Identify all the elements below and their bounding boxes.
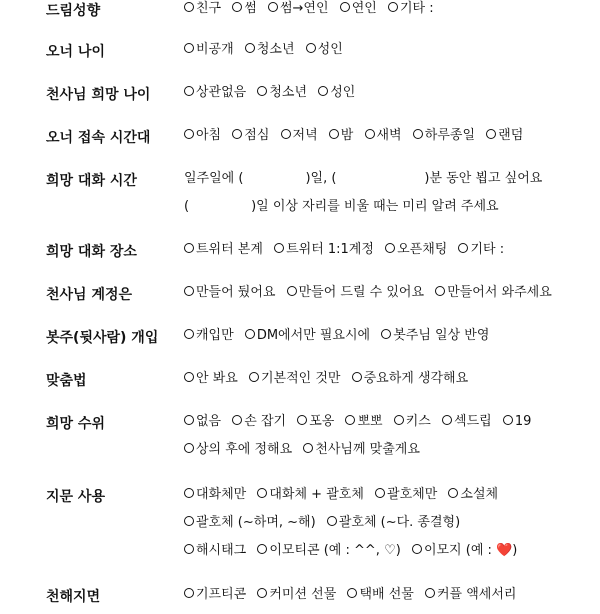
radio-circle-icon[interactable]	[257, 544, 267, 554]
radio-circle-icon[interactable]	[184, 329, 194, 339]
option-line	[184, 413, 594, 441]
radio-circle-icon[interactable]	[184, 588, 194, 598]
option[interactable]: 청소년	[257, 85, 307, 100]
option[interactable]: DM에서만 필요시에	[245, 328, 370, 343]
option[interactable]: 뽀뽀	[345, 414, 382, 429]
text-line: 일주일에 ( )일, ( )분 동안 뵙고 싶어요	[184, 171, 543, 186]
option[interactable]: 천사님께 맞출게요	[303, 442, 420, 457]
row-label: 오너 접속 시간대	[46, 130, 151, 146]
option[interactable]: 이모티콘 (예 : ^^, ♡)	[257, 543, 400, 558]
option-line	[184, 241, 594, 269]
radio-circle-icon[interactable]	[448, 488, 458, 498]
option[interactable]: 포옹	[297, 414, 334, 429]
option[interactable]: 하루종일	[413, 128, 475, 143]
radio-circle-icon[interactable]	[394, 415, 404, 425]
radio-circle-icon[interactable]	[365, 129, 375, 139]
row-label: 오너 나이	[46, 44, 105, 60]
option[interactable]: 괄호체 (~다. 종결형)	[327, 515, 460, 530]
radio-circle-icon[interactable]	[245, 43, 255, 53]
option[interactable]: 기타 :	[458, 242, 504, 257]
radio-circle-icon[interactable]	[257, 588, 267, 598]
radio-circle-icon[interactable]	[352, 372, 362, 382]
radio-circle-icon[interactable]	[184, 488, 194, 498]
option[interactable]: 썸→연인	[268, 1, 329, 16]
radio-circle-icon[interactable]	[385, 243, 395, 253]
option-line	[184, 284, 594, 312]
radio-circle-icon[interactable]	[257, 86, 267, 96]
option-line	[184, 127, 594, 155]
radio-circle-icon[interactable]	[297, 415, 307, 425]
row-label: 희망 대화 장소	[46, 244, 137, 260]
radio-circle-icon[interactable]	[458, 243, 468, 253]
radio-circle-icon[interactable]	[184, 129, 194, 139]
option[interactable]: 트위터 1:1계정	[274, 242, 374, 257]
option[interactable]: 오픈채팅	[385, 242, 447, 257]
row-label: 지문 사용	[46, 489, 105, 505]
option[interactable]: 썸	[232, 1, 257, 16]
radio-circle-icon[interactable]	[232, 415, 242, 425]
radio-circle-icon[interactable]	[281, 129, 291, 139]
option[interactable]: 섹드립	[442, 414, 492, 429]
option[interactable]: 해시태그	[184, 543, 246, 558]
option-line	[184, 586, 594, 614]
option[interactable]: 밤	[329, 128, 354, 143]
option[interactable]: 만들어 드릴 수 있어요	[287, 285, 424, 300]
option[interactable]: 안 봐요	[184, 371, 238, 386]
option[interactable]: 대화체만	[184, 487, 246, 502]
radio-circle-icon[interactable]	[184, 443, 194, 453]
option[interactable]: 19	[503, 414, 532, 429]
option[interactable]: 커미션 선물	[257, 587, 336, 602]
radio-circle-icon[interactable]	[184, 86, 194, 96]
row-label: 맞춤법	[46, 373, 87, 389]
option[interactable]: 트위터 본계	[184, 242, 263, 257]
option[interactable]: 상관없음	[184, 85, 246, 100]
option[interactable]: 이모지 (예 : ❤️)	[412, 543, 517, 558]
option[interactable]: 기타 :	[388, 1, 434, 16]
radio-circle-icon[interactable]	[184, 415, 194, 425]
option-line	[184, 41, 594, 69]
option-line	[184, 84, 594, 112]
option[interactable]: 커플 액세서리	[425, 587, 516, 602]
radio-circle-icon[interactable]	[345, 415, 355, 425]
radio-circle-icon[interactable]	[318, 86, 328, 96]
option-line	[184, 514, 594, 542]
option[interactable]: 키스	[394, 414, 431, 429]
option[interactable]: 괄호체만	[375, 487, 437, 502]
option[interactable]: 연인	[340, 1, 377, 16]
row-label: 희망 수위	[46, 416, 105, 432]
radio-circle-icon[interactable]	[249, 372, 259, 382]
radio-circle-icon[interactable]	[257, 488, 267, 498]
option[interactable]: 상의 후에 정해요	[184, 442, 292, 457]
option[interactable]: 청소년	[245, 42, 295, 57]
option[interactable]: 만들어서 와주세요	[435, 285, 552, 300]
option[interactable]: 새벽	[365, 128, 402, 143]
option[interactable]: 점심	[232, 128, 269, 143]
radio-circle-icon[interactable]	[388, 2, 398, 12]
radio-circle-icon[interactable]	[425, 588, 435, 598]
radio-circle-icon[interactable]	[347, 588, 357, 598]
option[interactable]: 대화체 + 괄호체	[257, 487, 364, 502]
option[interactable]: 아침	[184, 128, 221, 143]
radio-circle-icon[interactable]	[274, 243, 284, 253]
row-label: 천사님 희망 나이	[46, 87, 151, 103]
option[interactable]: 친구	[184, 1, 221, 16]
radio-circle-icon[interactable]	[232, 2, 242, 12]
option-line	[184, 370, 594, 398]
option[interactable]: 괄호체 (~하며, ~해)	[184, 515, 316, 530]
option-line	[184, 441, 594, 469]
radio-circle-icon[interactable]	[287, 286, 297, 296]
option-line	[184, 486, 594, 514]
radio-circle-icon[interactable]	[340, 2, 350, 12]
option[interactable]: 비공개	[184, 42, 234, 57]
radio-circle-icon[interactable]	[232, 129, 242, 139]
radio-circle-icon[interactable]	[245, 329, 255, 339]
radio-circle-icon[interactable]	[442, 415, 452, 425]
radio-circle-icon[interactable]	[327, 516, 337, 526]
option-line	[184, 542, 594, 570]
row-label: 드림성향	[46, 3, 101, 19]
radio-circle-icon[interactable]	[375, 488, 385, 498]
radio-circle-icon[interactable]	[435, 286, 445, 296]
row-label: 희망 대화 시간	[46, 173, 137, 189]
option[interactable]: 중요하게 생각해요	[352, 371, 469, 386]
option[interactable]: 손 잡기	[232, 414, 286, 429]
option[interactable]: 기본적인 것만	[249, 371, 340, 386]
option[interactable]: 저녁	[281, 128, 318, 143]
option[interactable]: 봇주님 일상 반영	[381, 328, 489, 343]
radio-circle-icon[interactable]	[184, 2, 194, 12]
radio-circle-icon[interactable]	[329, 129, 339, 139]
radio-circle-icon[interactable]	[184, 243, 194, 253]
radio-circle-icon[interactable]	[412, 544, 422, 554]
radio-circle-icon[interactable]	[184, 544, 194, 554]
heart-icon: ❤️	[496, 543, 513, 558]
option-line	[184, 0, 594, 28]
option[interactable]: 소설체	[448, 487, 498, 502]
radio-circle-icon[interactable]	[413, 129, 423, 139]
option[interactable]: 랜덤	[486, 128, 523, 143]
radio-circle-icon[interactable]	[268, 2, 278, 12]
option-line	[184, 327, 594, 355]
radio-circle-icon[interactable]	[184, 516, 194, 526]
row-label: 천사님 계정은	[46, 287, 133, 303]
option[interactable]: 기프티콘	[184, 587, 246, 602]
row-label: 천해지면	[46, 589, 101, 605]
radio-circle-icon[interactable]	[184, 43, 194, 53]
radio-circle-icon[interactable]	[306, 43, 316, 53]
option[interactable]: 택배 선물	[347, 587, 413, 602]
option[interactable]: 성인	[306, 42, 343, 57]
text-line: ( )일 이상 자리를 비울 때는 미리 알려 주세요	[184, 199, 499, 214]
option[interactable]: 만들어 뒀어요	[184, 285, 275, 300]
row-label: 봇주(뒷사람) 개입	[46, 330, 159, 346]
radio-circle-icon[interactable]	[184, 372, 194, 382]
option[interactable]: 없음	[184, 414, 221, 429]
option[interactable]: 성인	[318, 85, 355, 100]
option[interactable]: 캐입만	[184, 328, 234, 343]
radio-circle-icon[interactable]	[381, 329, 391, 339]
radio-circle-icon[interactable]	[184, 286, 194, 296]
radio-circle-icon[interactable]	[503, 415, 513, 425]
radio-circle-icon[interactable]	[486, 129, 496, 139]
radio-circle-icon[interactable]	[303, 443, 313, 453]
